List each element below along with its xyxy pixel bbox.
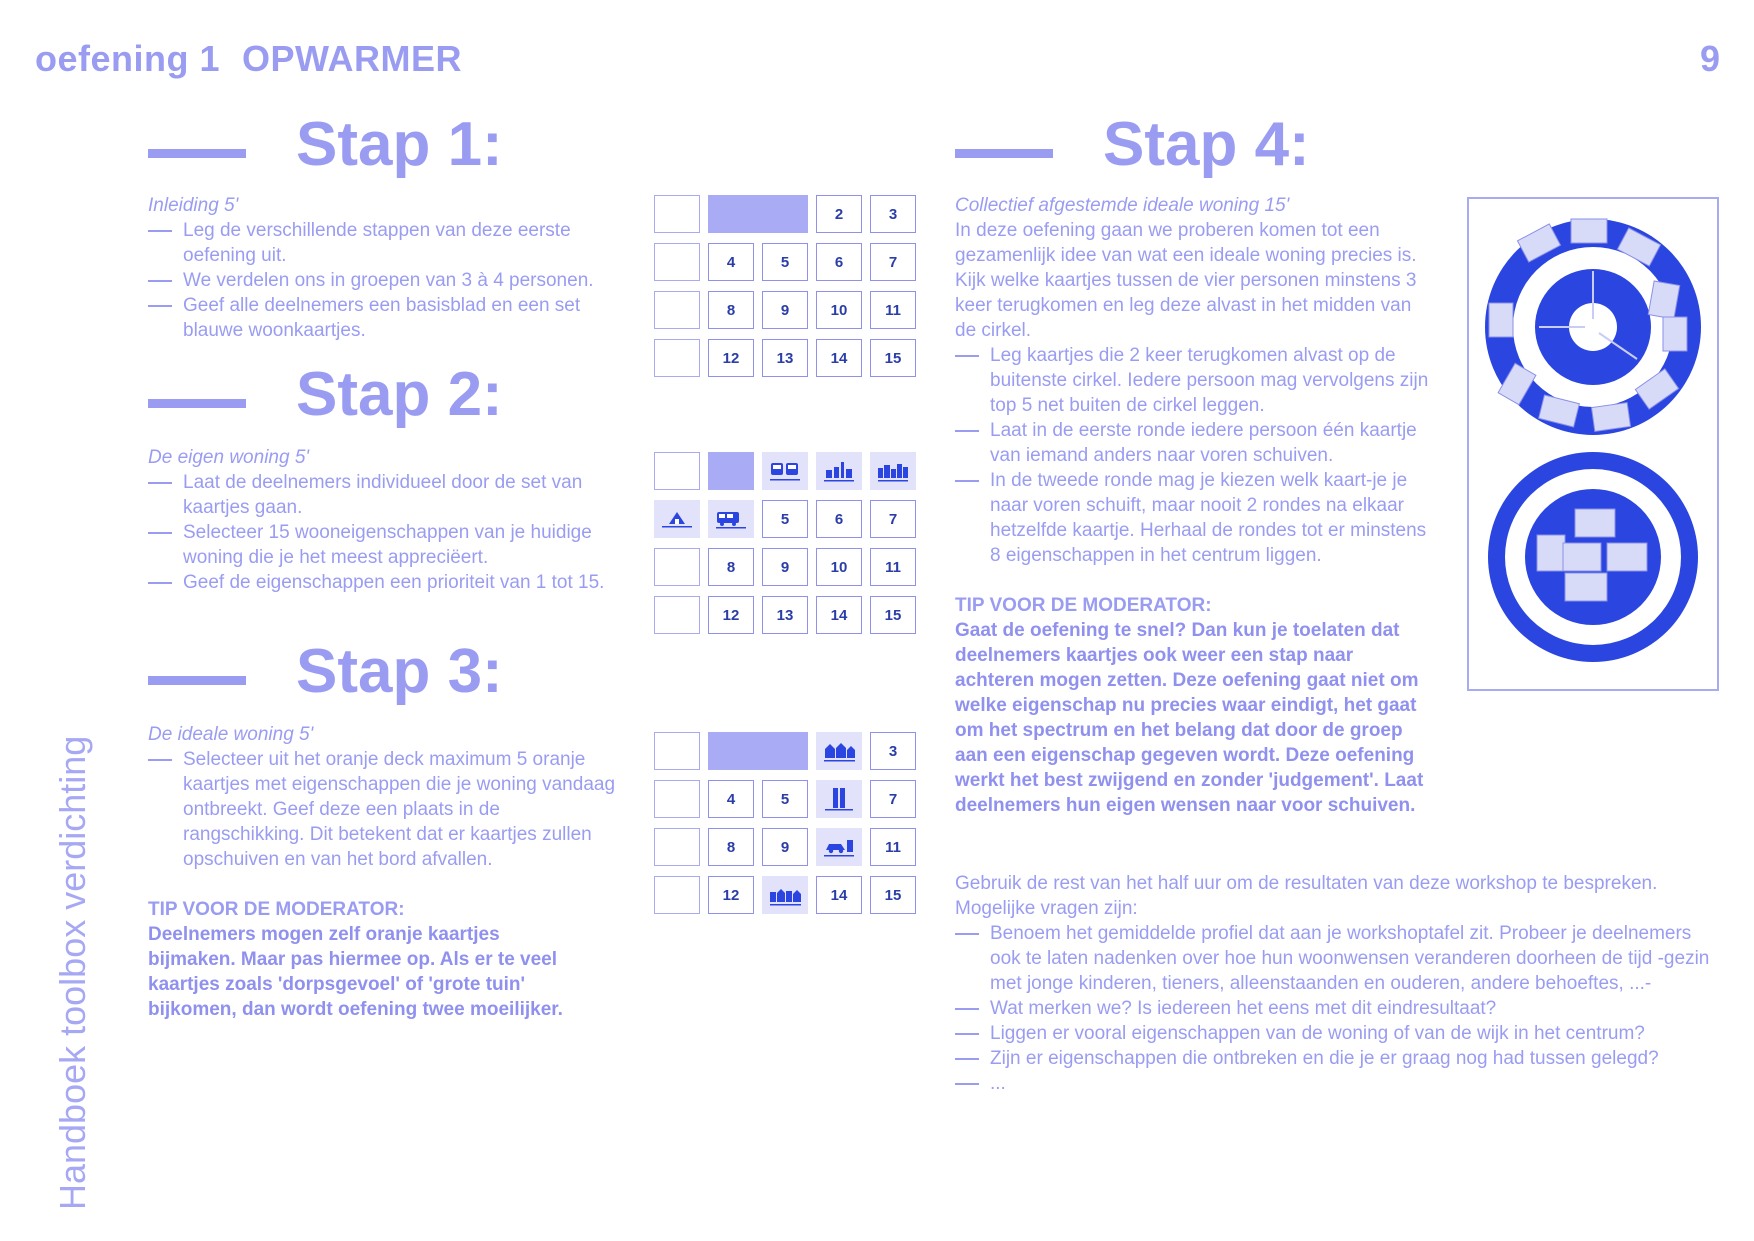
board-slot-card [762,452,808,490]
tent-icon [659,506,695,532]
list-item: Liggen er vooral eigenschappen van de woning of van de wijk in het centrum? [955,1021,1725,1046]
board-slot-card [816,828,862,866]
list-item: Leg kaartjes die 2 keer terugkomen alvast op de buitenste cirkel. Iedere persoon mag vervolgens zijn top 5 net buiten de cirkel leggen. [955,343,1433,418]
board-slot-number: 7 [870,500,916,538]
exercise-label: oefening 1 [35,38,221,79]
board-slot-number: 6 [816,500,862,538]
list-item: Selecteer uit het oranje deck maximum 5 oranje kaartjes met eigenschappen die je woning vandaag ontbreekt. Geef deze een plaats in de rangschikking. Dit betekent dat er kaartjes zullen opschuiven en van het bord afvallen. [148,747,623,872]
sidebar-book-title: Handboek toolbox verdichting [52,735,93,1210]
card-icon [1571,219,1607,243]
board-slot-number: 5 [762,780,808,818]
list-item: Laat de deelnemers individueel door de set van kaartjes gaan. [148,470,618,520]
city-icon [821,458,857,484]
step3-body [148,722,623,1022]
board-slot-number: 10 [816,548,862,586]
step1-rule [148,149,246,158]
board-slot-number: 8 [708,828,754,866]
step2-rule [148,399,246,408]
list-item: Benoem het gemiddelde profiel dat aan je workshoptafel zit. Probeer je deelnemers ook te laten nadenken over hoe hun woonwensen veranderen doorheen de tijd -gezin met jonge kinderen, tieners, alleenstaanden en ouderen, andere behoeftes, ...- [955,921,1725,996]
board-slot-number: 11 [870,828,916,866]
step3-subtitle: De ideale woning 5' [148,724,314,745]
tower-icon [821,786,857,812]
circle-board-top [1485,219,1701,435]
list-item: In de tweede ronde mag je kiezen welk kaart-je je naar voren schuift, maar nooit 2 rondes na elkaar hetzelfde kaartje. Herhaal de rondes tot er minstens 8 eigenschappen in het centrum liggen. [955,468,1433,568]
board-slot-number: 4 [708,243,754,281]
card-icon [1648,281,1680,319]
board-slot-empty [654,291,700,329]
board-slot-empty [654,339,700,377]
step1-bullets [148,218,638,343]
card-icon [1565,573,1607,601]
board-slot-title-card [708,452,754,490]
step4-tip-heading: TIP VOOR DE MODERATOR: [955,595,1212,616]
page-title [35,38,462,80]
board-step3 [654,732,916,914]
board-slot-empty [654,596,700,634]
board-slot-number: 9 [762,828,808,866]
circle-illustration-frame [1467,197,1719,691]
board-slot-number: 9 [762,291,808,329]
step4-tip-text: Gaat de oefening te snel? Dan kun je toelaten dat deelnemers kaartjes ook weer een stap naar achteren mogen zetten. Deze oefening gaat niet om welke eigenschap nu precies waar eindigt, het gaat om het spectrum en het belang dat door de groep aan een eigenschap gegeven wordt. Deze oefening werkt het best zwijgend en zonder 'judgement'. Laat deelnemers hun eigen wensen naar voor schuiven. [955,620,1424,816]
card-icon [1663,317,1687,351]
board-slot-number: 2 [816,195,862,233]
board-slot-number: 13 [762,596,808,634]
step4-intro: In deze oefening gaan we proberen komen tot een gezamenlijk idee van wat een ideale woning precies is. Kijk welke kaartjes tussen de vier personen minstens 3 keer terugkomen en leg deze alvast in het midden van de cirkel. [955,220,1417,341]
step3-rule [148,676,246,685]
list-item: Geef alle deelnemers een basisblad en een set blauwe woonkaartjes. [148,293,638,343]
list-item: ... [955,1071,1725,1096]
board-slot-number: 5 [762,243,808,281]
board-slot-number: 7 [870,243,916,281]
board-slot-number: 3 [870,195,916,233]
step4-title: Stap 4: [1103,110,1310,179]
board-slot-empty [654,243,700,281]
step3-tip-text: Deelnemers mogen zelf oranje kaartjes bijmaken. Maar pas hiermee op. Als er te veel kaartjes zoals 'dorpsgevoel' of 'grote tuin' bijkomen, dan wordt oefening twee moeilijker. [148,924,563,1020]
board-slot-card [816,732,862,770]
board-slot-number: 8 [708,548,754,586]
closing-intro: Gebruik de rest van het half uur om de resultaten van deze workshop te bespreken. Mogelijke vragen zijn: [955,873,1658,919]
board-slot-number: 12 [708,596,754,634]
list-item: Zijn er eigenschappen die ontbreken en die je er graag nog had tussen gelegd? [955,1046,1725,1071]
board-slot-card [708,500,754,538]
list-item: Geef de eigenschappen een prioriteit van 1 tot 15. [148,570,618,595]
bus-icon [713,506,749,532]
board-slot-number: 12 [708,339,754,377]
board-slot-number: 12 [708,876,754,914]
card-icon [1592,403,1631,432]
step2-body [148,445,618,595]
list-item: Selecteer 15 wooneigenschappen van je huidige woning die je het meest appreciëert. [148,520,618,570]
card-icon [1537,535,1565,571]
board-slot-empty [654,548,700,586]
board-slot-number: 10 [816,291,862,329]
step1-subtitle: Inleiding 5' [148,195,239,216]
list-item: We verdelen ons in groepen van 3 à 4 personen. [148,268,638,293]
board-slot-number: 15 [870,596,916,634]
step1-body [148,193,638,343]
skyline-icon [875,458,911,484]
board-slot-empty [654,732,700,770]
board-slot-empty [654,876,700,914]
street-icon [767,882,803,908]
card-icon [1563,543,1601,571]
board-slot-number: 14 [816,876,862,914]
circle-board-illustration [1469,199,1717,689]
board-slot-number: 3 [870,732,916,770]
board-slot-card [654,500,700,538]
board-step2 [654,452,916,634]
board-slot-number: 6 [816,243,862,281]
board-slot-card [816,780,862,818]
board-slot-empty [654,195,700,233]
board-slot-number: 15 [870,339,916,377]
board-slot-title-card [708,732,808,770]
closing-section [955,871,1725,1096]
board-slot-card [870,452,916,490]
board-slot-number: 11 [870,548,916,586]
step3-title: Stap 3: [296,637,503,706]
step2-subtitle: De eigen woning 5' [148,447,310,468]
board-slot-title-card [708,195,808,233]
board-slot-empty [654,828,700,866]
list-item: Wat merken we? Is iedereen het eens met dit eindresultaat? [955,996,1725,1021]
step2-bullets [148,470,618,595]
board-slot-number: 5 [762,500,808,538]
card-icon [1575,509,1615,537]
step3-tip-heading: TIP VOOR DE MODERATOR: [148,899,405,920]
step4-rule [955,149,1053,158]
train-icon [767,458,803,484]
step3-bullets [148,747,623,872]
board-slot-number: 8 [708,291,754,329]
list-item: Leg de verschillende stappen van deze eerste oefening uit. [148,218,638,268]
board-slot-number: 15 [870,876,916,914]
step1-title: Stap 1: [296,110,503,179]
board-slot-number: 14 [816,339,862,377]
page-number: 9 [1700,38,1721,79]
car-icon [821,834,857,860]
houses-icon [821,738,857,764]
board-step1 [654,195,916,377]
closing-bullets [955,921,1725,1096]
board-slot-card [762,876,808,914]
step2-title: Stap 2: [296,360,503,429]
board-slot-number: 7 [870,780,916,818]
card-icon [1607,543,1647,571]
exercise-name: OPWARMER [242,38,463,79]
circle-board-bottom [1488,452,1698,662]
board-slot-number: 9 [762,548,808,586]
step4-bullets [955,343,1433,568]
list-item: Laat in de eerste ronde iedere persoon één kaartje van iemand anders naar voren schuiven. [955,418,1433,468]
board-slot-empty [654,452,700,490]
board-slot-empty [654,780,700,818]
board-slot-number: 13 [762,339,808,377]
card-icon [1489,303,1513,337]
board-slot-card [816,452,862,490]
step4-body [955,193,1433,818]
board-slot-number: 11 [870,291,916,329]
board-slot-number: 14 [816,596,862,634]
step4-subtitle: Collectief afgestemde ideale woning 15' [955,195,1290,216]
board-slot-number: 4 [708,780,754,818]
